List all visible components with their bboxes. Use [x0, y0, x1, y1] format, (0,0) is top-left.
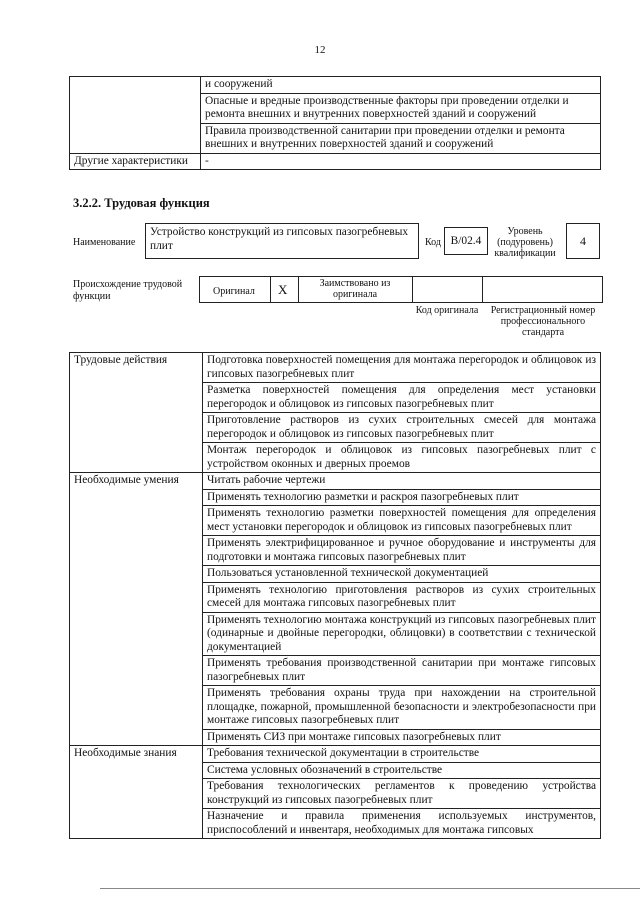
function-code: B/02.4 — [450, 235, 482, 247]
row-label: Другие характеристики — [70, 153, 201, 170]
scan-edge-line — [100, 888, 640, 889]
table-cell: Применять технологию разметки и раскроя пазогребневых плит — [203, 489, 601, 506]
level-label: Уровень (подуровень) квалификации — [494, 226, 556, 259]
group-label: Необходимые знания — [70, 746, 203, 839]
table-cell: Применять технологию разметки поверхностей помещения для определения мест установки перегородок и облицовок из гипсовых пазогребневых плит — [203, 506, 601, 536]
reg-caption: Регистрационный номер профессионального стандарта — [490, 305, 596, 338]
table-cell: Монтаж перегородок и облицовок из гипсовых пазогребневых плит с устройством оконных и дверных проемов — [203, 443, 601, 473]
divider — [270, 277, 271, 302]
divider — [298, 277, 299, 302]
table-cell: Читать рабочие чертежи — [203, 473, 601, 490]
function-name: Устройство конструкций из гипсовых пазогребневых плит — [150, 226, 409, 252]
original-mark: X — [278, 282, 288, 297]
function-name-box — [145, 223, 419, 259]
table-cell: и сооружений — [201, 77, 601, 94]
top-table — [69, 76, 601, 170]
table-cell: Подготовка поверхностей помещения для монтажа перегородок и облицовок из гипсовых пазогребневых плит — [203, 353, 601, 383]
table-cell: Опасные и вредные производственные факторы при проведении отделки и ремонта внешних и внутренних поверхностей зданий и сооружений — [201, 93, 601, 123]
table-cell: Назначение и правила применения используемых инструментов, приспособлений и инвентаря, необходимых для монтажа гипсовых — [203, 809, 601, 839]
table-cell: Применять технологию монтажа конструкций из гипсовых пазогребневых плит (одинарные и двойные перегородки, облицовки) в соответствии с технической документацией — [203, 612, 601, 656]
table-cell: Применять технологию приготовления растворов из сухих строительных смесей для монтажа гипсовых пазогребневых плит — [203, 582, 601, 612]
table-cell: Применять СИЗ при монтаже гипсовых пазогребневых плит — [203, 729, 601, 746]
table-cell: Применять требования производственной санитарии при монтаже гипсовых пазогребневых плит — [203, 656, 601, 686]
group-label: Необходимые умения — [70, 473, 203, 746]
function-code-box — [444, 227, 488, 255]
borrowed-label: Заимствовано из оригинала — [319, 278, 391, 300]
divider — [482, 277, 483, 302]
table-cell: Применять электрифицированное и ручное оборудование и инструменты для подготовки и монтажа гипсовых пазогребневых плит — [203, 536, 601, 566]
original-label: Оригинал — [213, 286, 255, 297]
page-number: 12 — [314, 44, 326, 56]
table-row — [70, 77, 601, 94]
table-row — [70, 473, 601, 490]
top-left-empty-cell — [70, 77, 201, 154]
origin-label: Происхождение трудовой функции — [73, 279, 183, 302]
table-cell: Требования технологических регламентов к проведению устройства конструкций из гипсовых пазогребневых плит — [203, 779, 601, 809]
table-cell: Разметка поверхностей помещения для определения мест установки перегородок и облицовок из гипсовых пазогребневых плит — [203, 383, 601, 413]
code-caption: Код оригинала — [415, 305, 479, 316]
name-label: Наименование — [73, 237, 136, 248]
table-row — [70, 153, 601, 170]
divider — [412, 277, 413, 302]
table-row — [70, 353, 601, 383]
table-cell: Применять требования охраны труда при нахождении на строительной площадке, пожарной, промышленной безопасности и электробезопасности при монтаже гипсовых пазогребневых плит — [203, 686, 601, 730]
table-cell: Пользоваться установленной технической документацией — [203, 566, 601, 583]
section-heading: 3.2.2. Трудовая функция — [73, 196, 210, 210]
code-label: Код — [425, 237, 441, 248]
table-cell: Правила производственной санитарии при проведении отделки и ремонта внешних и внутренних поверхностей зданий и сооружений — [201, 123, 601, 153]
group-label: Трудовые действия — [70, 353, 203, 473]
table-cell: Требования технической документации в строительстве — [203, 746, 601, 763]
level-box — [566, 223, 600, 259]
table-row — [70, 746, 601, 763]
table-cell: Система условных обозначений в строительстве — [203, 762, 601, 779]
table-cell: Приготовление растворов из сухих строительных смесей для монтажа перегородок и облицовок из гипсовых пазогребневых плит — [203, 413, 601, 443]
table-cell: - — [201, 153, 601, 170]
main-table — [69, 352, 601, 839]
level-value: 4 — [580, 234, 586, 248]
